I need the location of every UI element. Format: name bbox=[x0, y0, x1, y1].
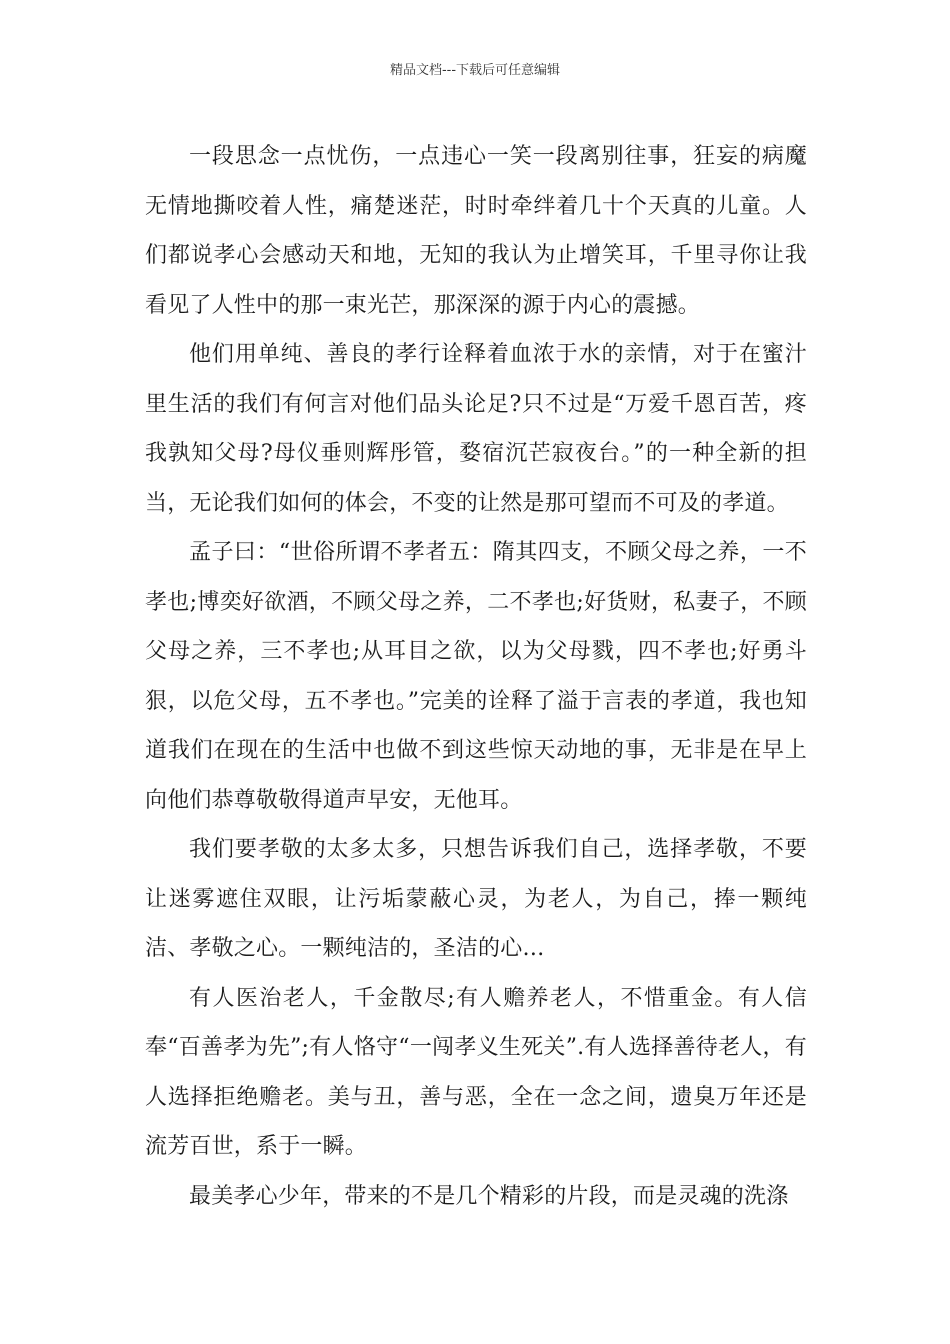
page-header: 精品文档---下载后可任意编辑 bbox=[389, 63, 561, 78]
paragraph: 最美孝心少年，带来的不是几个精彩的片段，而是灵魂的洗涤 bbox=[189, 1183, 789, 1209]
paragraph: 有人医治老人，千金散尽;有人赡养老人，不惜重金。有人信奉“百善孝为先”;有人恪守“一闯孝义生死关”.有人选择善待老人，有人选择拒绝赡老。美与丑，善与恶，全在一念之间，遗臭万年还是流芳百世，系于一瞬。 bbox=[145, 985, 807, 1159]
paragraph: 我们要孝敬的太多太多，只想告诉我们自己，选择孝敬，不要让迷雾遮住双眼，让污垢蒙蔽心灵，为老人，为自己，捧一颗纯洁、孝敬之心。一颗纯洁的，圣洁的心… bbox=[145, 837, 807, 961]
document-body bbox=[145, 132, 807, 1221]
paragraph: 一段思念一点忧伤，一点违心一笑一段离别往事，狂妄的病魔无情地撕咬着人性，痛楚迷茫，时时牵绊着几十个天真的儿童。人们都说孝心会感动天和地，无知的我认为止增笑耳，千里寻你让我看见了人性中的那一束光芒，那深深的源于内心的震撼。 bbox=[145, 144, 807, 318]
paragraph: 他们用单纯、善良的孝行诠释着血浓于水的亲情，对于在蜜汁里生活的我们有何言对他们品头论足?只不过是“万爱千恩百苦，疼我孰知父母?母仪垂则辉彤管，婺宿沉芒寂夜台。”的一种全新的担当，无论我们如何的体会，不变的让然是那可望而不可及的孝道。 bbox=[145, 342, 807, 516]
paragraph: 孟子曰：“世俗所谓不孝者五：隋其四支，不顾父母之养，一不孝也;博奕好欲酒，不顾父母之养，二不孝也;好货财，私妻子，不顾父母之养，三不孝也;从耳目之欲，以为父母戮，四不孝也;好勇斗狠，以危父母，五不孝也。”完美的诠释了溢于言表的孝道，我也知道我们在现在的生活中也做不到这些惊天动地的事，无非是在早上向他们恭尊敬敬得道声早安，无他耳。 bbox=[145, 540, 807, 813]
